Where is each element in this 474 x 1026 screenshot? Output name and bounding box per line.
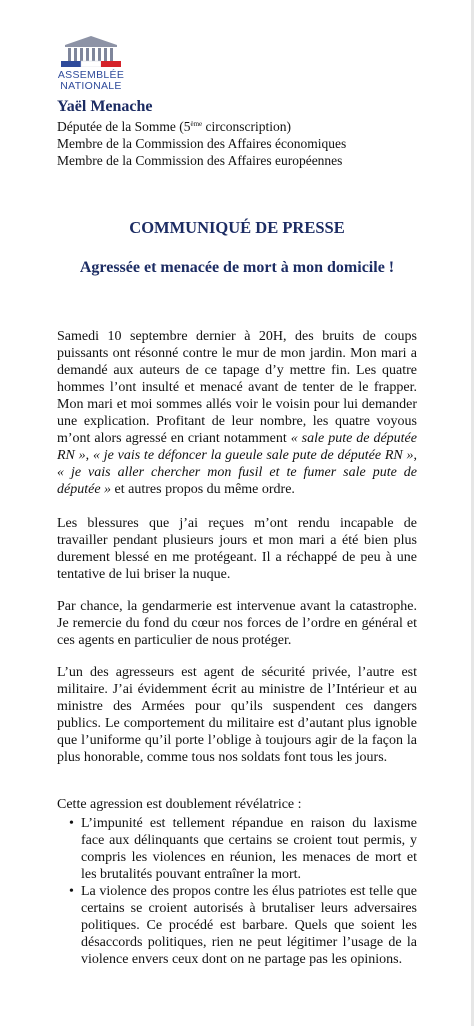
quote-2: « je vais te défoncer la gueule sale pute de députée RN » xyxy=(92,448,414,463)
deputy-role-line xyxy=(57,119,291,135)
paragraph-5-intro: Cette agression est doublement révélatrice : xyxy=(57,797,302,812)
deputy-name: Yaël Menache xyxy=(57,98,153,115)
role-superscript: ème xyxy=(190,120,203,128)
assemblee-nationale-logo xyxy=(57,35,125,92)
paragraph-1 xyxy=(57,328,417,498)
quote-separator-1: , xyxy=(85,448,93,463)
paragraph-4: L’un des agresseurs est agent de sécurité privée, l’autre est militaire. J’ai évidemment écrit au ministre de l’Intérieur et au ministre des Armées pour qu’ils suspendent ces dangers publics. Le comportement du militaire est d’autant plus ignoble que l’uniforme qu’il porte l’oblige à toujours agir de la façon la plus honorable, comme tous nos soldats font tous les jours. xyxy=(57,665,417,765)
bullet-icon: • xyxy=(69,816,74,831)
quote-1: « sale pute de députée RN » xyxy=(57,431,417,463)
press-release-title: COMMUNIQUÉ DE PRESSE xyxy=(129,218,345,237)
paragraph-1-text-b: et autres propos du même ordre. xyxy=(111,482,295,497)
assembly-building-icon xyxy=(61,35,121,67)
quote-3: « je vais aller chercher mon fusil et te fumer sale pute de députée » xyxy=(57,465,417,497)
bullet-icon: • xyxy=(69,884,74,899)
list-item xyxy=(57,883,417,968)
paragraph-2: Les blessures que j’ai reçues m’ont rendu incapable de travailler pendant plusieurs jours et mon mari a été bien plus durement blessé en me protégeant. Il a réchappé de peu à une tentative de lui briser la nuque. xyxy=(57,516,417,582)
bullet-list xyxy=(57,815,417,968)
role-text-pre: Députée de la Somme (5 xyxy=(57,119,191,134)
press-release-subtitle: Agressée et menacée de mort à mon domicile ! xyxy=(79,259,395,276)
paragraph-1-text-a: Samedi 10 septembre dernier à 20H, des bruits de coups puissants ont résonné contre le mur de mon jardin. Mon mari a demandé aux auteurs de ce tapage d’y mettre fin. Les quatre hommes l’ont insulté et menacé avant de tenter de le frapper. Mon mari et moi sommes allés voir le voisin pour lui demander une explication. Profitant de leur nombre, les quatre voyous m’ont alors agressé en criant notamment xyxy=(57,329,417,446)
commission-line-2: Membre de la Commission des Affaires européennes xyxy=(57,153,343,168)
logo-text-line1: ASSEMBLÉE xyxy=(57,69,125,81)
bullet-text: La violence des propos contre les élus patriotes est telle que certains se croient autorisés à brutaliser leurs adversaires politiques. Ce procédé est barbare. Quels que soient les désaccords politiques, rien ne peut légitimer l’usage de la violence envers ceux dont on ne partage pas les opinions. xyxy=(81,884,417,967)
commission-line-1: Membre de la Commission des Affaires économiques xyxy=(57,136,347,151)
role-text-post: circonscription) xyxy=(202,119,291,134)
paragraph-3: Par chance, la gendarmerie est intervenue avant la catastrophe. Je remercie du fond du cœur nos forces de l’ordre en général et ces agents en particulier de nous protéger. xyxy=(57,599,417,648)
bullet-text: L’impunité est tellement répandue en raison du laxisme face aux délinquants que certains se croient tout permis, y compris les violences en réunion, les menaces de mort et les brutalités pouvant entraîner la mort. xyxy=(81,816,417,882)
quote-separator-2: , xyxy=(413,448,417,463)
list-item xyxy=(57,815,417,883)
logo-text-line2: NATIONALE xyxy=(60,80,122,92)
